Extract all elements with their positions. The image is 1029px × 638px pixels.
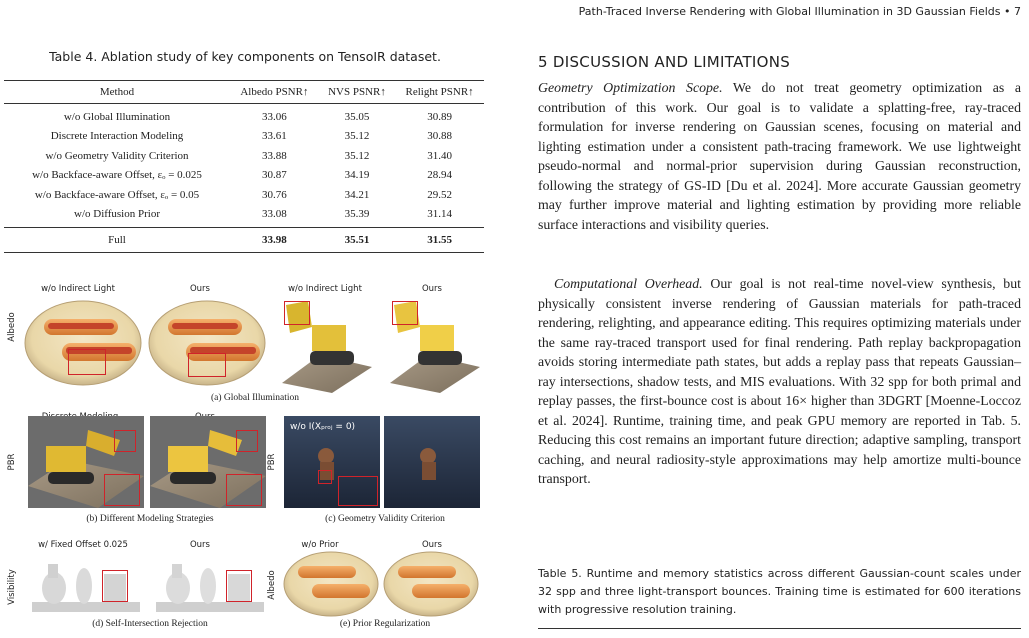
table-row (4, 146, 484, 166)
table-row-full (4, 228, 484, 253)
table5-caption: Table 5. Runtime and memory statistics across different Gaussian-count scales under 32 spp and three light-transport bounces. Training time is estimated for 600 iterations with progressive resolution training. (538, 567, 1021, 616)
zoom-box (114, 430, 136, 452)
side-label-a: Albedo (7, 312, 17, 342)
row-albedo: 33.88 (262, 149, 287, 162)
paragraph-lead: Computational Overhead. (554, 276, 703, 291)
row-relight: 31.40 (427, 149, 452, 162)
row-albedo: 33.06 (262, 110, 287, 123)
table-row (4, 127, 484, 147)
side-label-d: Visibility (7, 569, 17, 605)
zoom-box (188, 353, 226, 377)
image-vases-fixed-offset (22, 552, 144, 616)
table4-caption: Table 4. Ablation study of key components on TensoIR dataset. (49, 49, 441, 64)
image-hotdog-ours (146, 297, 268, 387)
row-method: w/o Diffusion Prior (74, 208, 160, 221)
ablation-table (4, 80, 484, 253)
header-albedo-psnr: Albedo PSNR↑ (230, 81, 319, 104)
row-nvs: 35.51 (319, 228, 395, 253)
row-method: Discrete Interaction Modeling (50, 130, 184, 143)
image-hotdog-no-prior (282, 550, 380, 618)
row-albedo: 33.61 (262, 130, 287, 143)
paragraph-geometry (538, 78, 1021, 234)
image-scene-no-validity (284, 416, 380, 508)
label-d1: w/ Fixed Offset 0.025 (38, 540, 128, 550)
row-method: w/o Backface-aware Offset, εₒ = 0.05 (34, 188, 200, 201)
row-method: w/o Global Illumination (63, 110, 171, 123)
label-a4: Ours (421, 284, 442, 294)
row-relight: 30.88 (427, 130, 452, 143)
row-nvs: 35.39 (344, 208, 370, 221)
row-nvs: 35.12 (344, 149, 370, 162)
header-method: Method (4, 81, 230, 104)
zoom-box (338, 476, 378, 506)
row-nvs: 34.19 (344, 169, 370, 182)
table-row (4, 166, 484, 186)
caption-a: (a) Global Illumination (210, 393, 300, 403)
row-method: Full (4, 228, 230, 253)
table-row (4, 205, 484, 228)
row-relight: 30.89 (427, 110, 452, 123)
zoom-box (104, 474, 140, 506)
paragraph-lead: Geometry Optimization Scope. (538, 80, 723, 95)
zoom-box (392, 301, 418, 325)
side-label-c: PBR (267, 453, 277, 471)
image-vases-ours (146, 552, 268, 616)
table-row (4, 185, 484, 205)
table-row (4, 104, 484, 127)
row-albedo: 33.08 (262, 208, 287, 221)
label-a2: Ours (189, 284, 210, 294)
row-relight: 29.52 (427, 188, 452, 201)
row-relight: 28.94 (427, 169, 452, 182)
header-relight-psnr: Relight PSNR↑ (395, 81, 484, 104)
caption-d: (d) Self-Intersection Rejection (92, 619, 208, 629)
label-e2: Ours (421, 540, 442, 550)
label-a3: w/o Indirect Light (288, 284, 362, 294)
zoom-box (102, 570, 128, 602)
row-albedo: 33.98 (230, 228, 319, 253)
caption-b: (b) Different Modeling Strategies (86, 514, 214, 524)
zoom-box (284, 301, 310, 325)
overlay-text: w/o I(Xₚᵣₒⱼ = 0) (290, 422, 356, 432)
paragraph-overhead (538, 274, 1021, 489)
side-label-b: PBR (7, 453, 17, 471)
zoom-box (68, 349, 106, 375)
zoom-box (226, 570, 252, 602)
row-nvs: 34.21 (344, 188, 370, 201)
image-hotdog-ours-e (382, 550, 480, 618)
row-albedo: 30.87 (262, 169, 287, 182)
zoom-box (236, 430, 258, 452)
row-albedo: 30.76 (262, 188, 287, 201)
image-hotdog-no-indirect (22, 297, 144, 387)
image-excavator-ours-b (150, 416, 266, 508)
table-header-row (4, 81, 484, 104)
label-e1: w/o Prior (301, 540, 339, 550)
running-header: Path-Traced Inverse Rendering with Global Illumination in 3D Gaussian Fields • 7 (578, 5, 1021, 18)
row-nvs: 35.12 (344, 130, 370, 143)
caption-e: (e) Prior Regularization (339, 619, 431, 629)
row-nvs: 35.05 (344, 110, 370, 123)
label-d2: Ours (189, 540, 210, 550)
zoom-box (318, 470, 332, 484)
row-relight: 31.14 (427, 208, 452, 221)
paragraph-body: Our goal is not real-time novel-view synthesis, but physically consistent inverse rendering of Gaussian materials for path-traced rendering, relighting, and appearance editing. This requires optimizing materials under the same ray-traced transport used for final rendering. Path replay backpropagation avoids storing intermediate path states, but adds a replay pass that repeats Gaussian–ray intersections, shadow tests, and MIS evaluations. With 32 spp for both primal and replay passes, the first-bounce cost is about 16× higher than 3DGRT [Moenne-Loccoz et al. 2024]. Runtime, training time, and peak GPU memory are reported in Tab. 5. Reducing this cost remains an important future direction; adaptive sampling, transport caching, and neural radiosity-style approximations may help amortize multi-bounce transport. (538, 276, 1021, 487)
side-label-e: Albedo (267, 570, 277, 600)
row-method: w/o Backface-aware Offset, εₒ = 0.025 (32, 169, 202, 182)
caption-c: (c) Geometry Validity Criterion (325, 514, 445, 524)
header-nvs-psnr: NVS PSNR↑ (319, 81, 395, 104)
table-rule (538, 628, 1021, 629)
image-excavator-ours (380, 297, 480, 393)
image-excavator-discrete (28, 416, 144, 508)
section-heading: 5 DISCUSSION AND LIMITATIONS (538, 53, 791, 71)
row-relight: 31.55 (395, 228, 484, 253)
image-excavator-no-indirect (272, 297, 372, 393)
image-scene-ours (384, 416, 480, 508)
paragraph-body: We do not treat geometry optimization as a contribution of this work. Our goal is to validate a splatting-free, ray-traced formulation for inverse rendering on Gaussian scenes, focusing on material and lighting estimation under a consistent path-tracing framework. We use lightweight pseudo-normal and normal-prior supervision during Gaussian reconstruction, following the strategy of GS-ID [Du et al. 2024]. More accurate Gaussian geometry may further improve material and lighting estimation by providing more reliable surface interactions and visibility queries. (538, 80, 1021, 232)
row-method: w/o Geometry Validity Criterion (45, 149, 189, 162)
zoom-box (226, 474, 262, 506)
label-a1: w/o Indirect Light (41, 284, 115, 294)
